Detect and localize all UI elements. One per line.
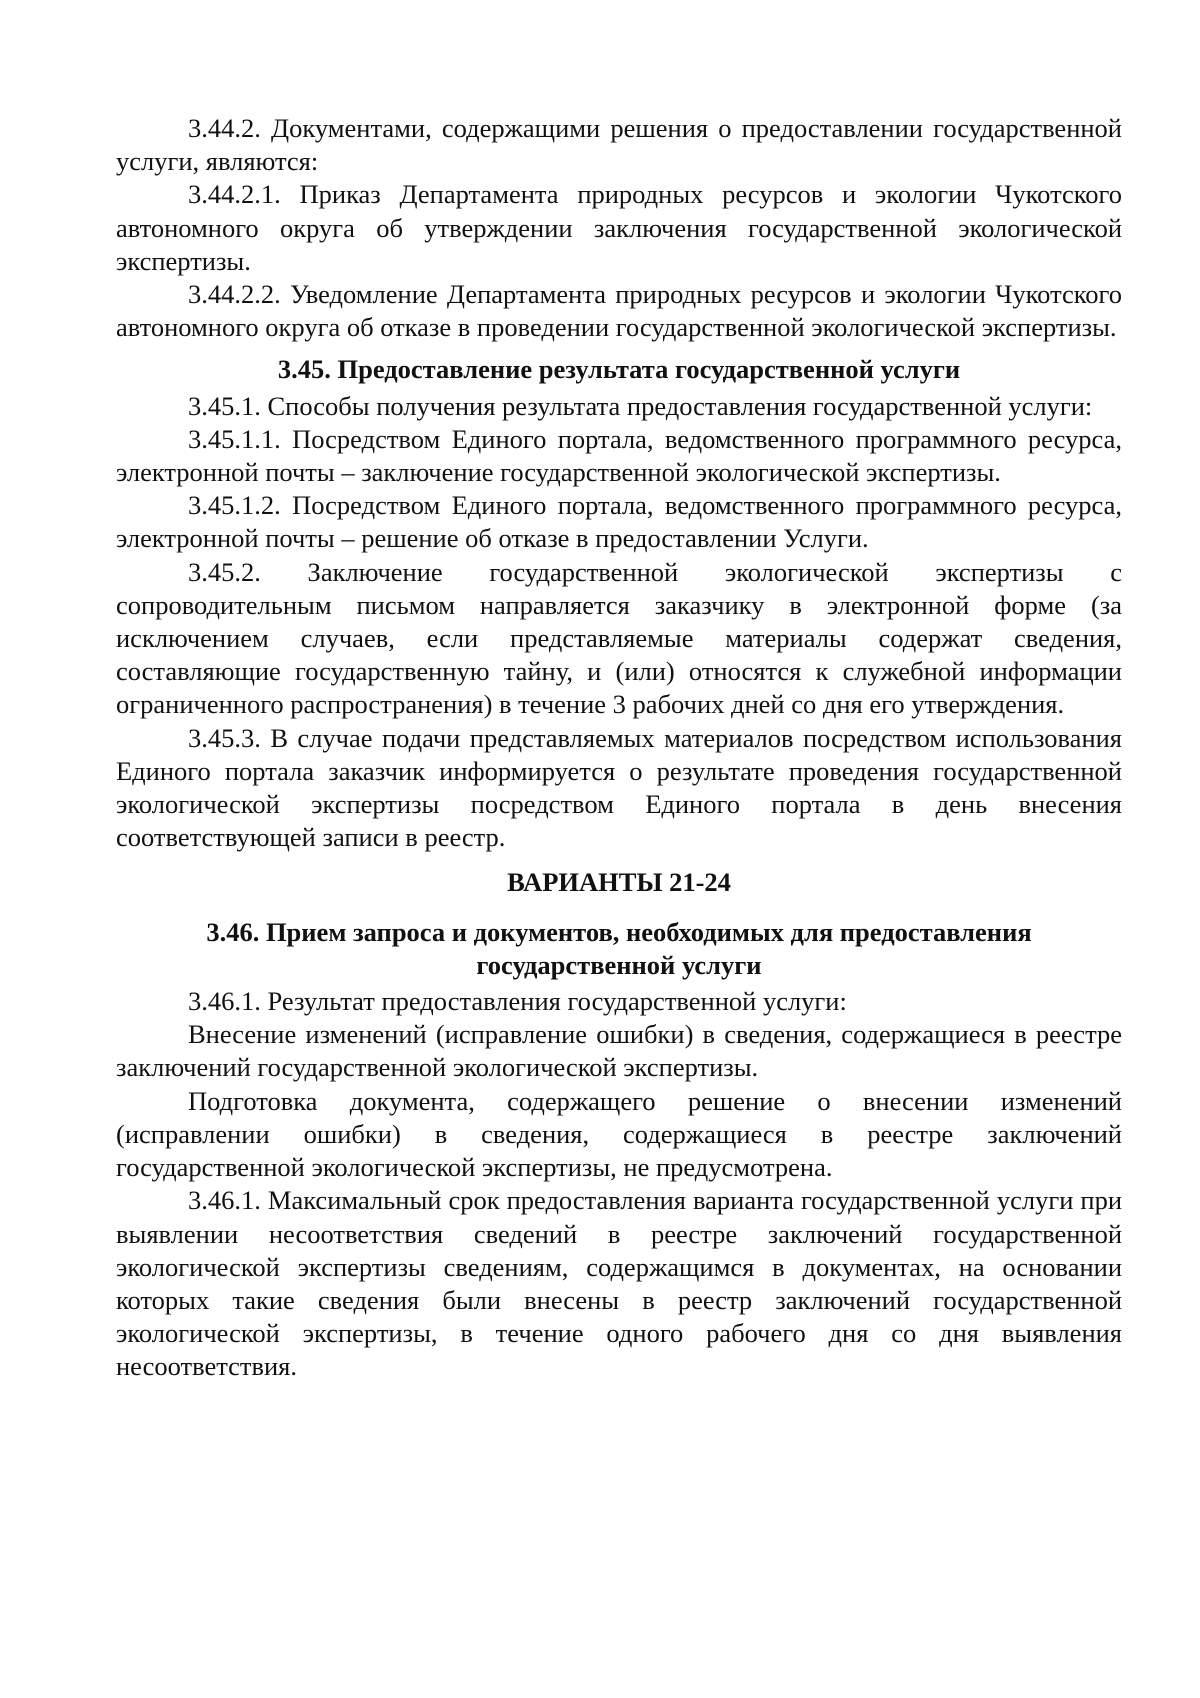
heading-variants: ВАРИАНТЫ 21-24	[507, 867, 731, 898]
paragraph-3-46-1-result: 3.46.1. Результат предоставления государственной услуги:	[188, 986, 847, 1017]
paragraph-3-44-2: 3.44.2. Документами, содержащими решения о предоставлении государственной услуги, являются:	[116, 113, 1122, 177]
paragraph-amendments: Внесение изменений (исправление ошибки) в сведения, содержащиеся в реестре заключений государственной экологической экспертизы.	[116, 1019, 1122, 1083]
paragraph-3-45-1-2: 3.45.1.2. Посредством Единого портала, ведомственного программного ресурса, электронной почты – решение об отказе в предоставлении Услуги.	[116, 490, 1122, 554]
heading-3-46-line2: государственной услуги	[476, 949, 762, 980]
paragraph-3-44-2-2: 3.44.2.2. Уведомление Департамента природных ресурсов и экологии Чукотского автономного округа об отказе в проведении государственной экологической экспертизы.	[116, 279, 1122, 343]
paragraph-3-45-2: 3.45.2. Заключение государственной экологической экспертизы с сопроводительным письмом направляется заказчику в электронной форме (за исключением случаев, если представляемые материалы содержат сведения, составляющие государственную тайну, и (или) относятся к служебной информации ограниченного распространения) в течение 3 рабочих дней со дня его утверждения.	[116, 556, 1122, 720]
paragraph-3-46-1-deadline: 3.46.1. Максимальный срок предоставления варианта государственной услуги при выявлении несоответствия сведений в реестре заключений государственной экологической экспертизы сведениям, содержащимся в документах, на основании которых такие сведения были внесены в реестр заключений государственной экологической экспертизы, в течение одного рабочего дня со дня выявления несоответствия.	[116, 1185, 1122, 1382]
paragraph-3-45-3: 3.45.3. В случае подачи представляемых материалов посредством использования Единого портала заказчик информируется о результате проведения государственной экологической экспертизы посредством Единого портала в день внесения соответствующей записи в реестр.	[116, 722, 1122, 853]
paragraph-3-45-1: 3.45.1. Способы получения результата предоставления государственной услуги:	[188, 390, 1093, 421]
heading-3-46-line1: 3.46. Прием запроса и документов, необходимых для предоставления	[206, 916, 1032, 947]
paragraph-document-preparation: Подготовка документа, содержащего решение о внесении изменений (исправлении ошибки) в сведения, содержащиеся в реестре заключений государственной экологической экспертизы, не предусмотрена.	[116, 1085, 1122, 1183]
paragraph-3-44-2-1: 3.44.2.1. Приказ Департамента природных ресурсов и экологии Чукотского автономного округа об утверждении заключения государственной экологической экспертизы.	[116, 179, 1122, 276]
paragraph-3-45-1-1: 3.45.1.1. Посредством Единого портала, ведомственного программного ресурса, электронной почты – заключение государственной экологической экспертизы.	[116, 423, 1122, 488]
heading-3-46	[116, 916, 1122, 982]
heading-3-45: 3.45. Предоставление результата государственной услуги	[277, 354, 961, 385]
